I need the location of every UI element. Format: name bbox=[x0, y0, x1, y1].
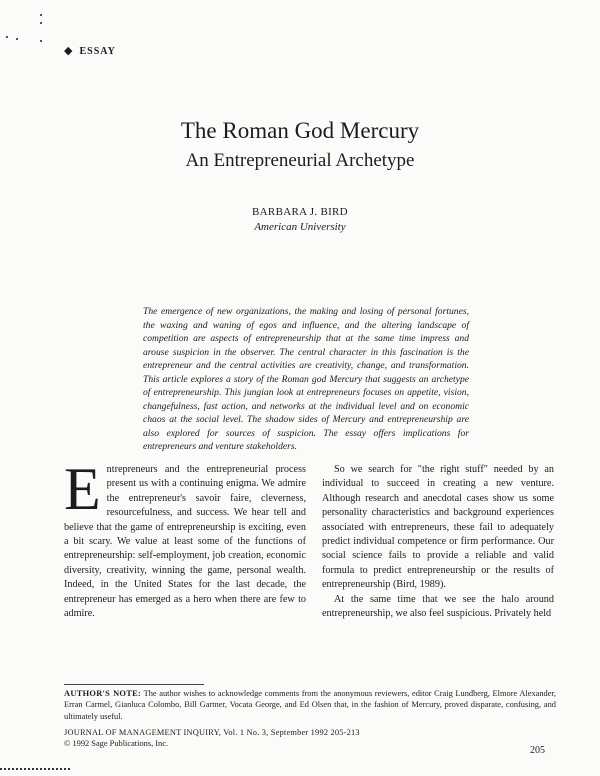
body-paragraph: At the same time that we see the halo around entrepreneurship, we also feel suspicious. Privately held bbox=[322, 593, 554, 620]
article-subtitle: An Entrepreneurial Archetype bbox=[185, 150, 415, 171]
journal-citation bbox=[64, 727, 556, 749]
body-paragraph: ntrepreneurs and the entrepreneurial process present us with a continuing enigma. We admire the entrepreneur's savoir faire, cleverness, resourcefulness, and success. We hear tell and believe that the game of entrepreneurship is exciting, even a bit scary. We value at least some of the functions of entrepreneurship: self-employment, job creation, economic diversity, creativity, winning the game, personal wealth. Indeed, in the United States for the last decade, the entrepreneur has emerged as a hero when there are few to admire. bbox=[64, 464, 306, 620]
author-name: BARBARA J. BIRD bbox=[252, 206, 348, 218]
section-tag bbox=[64, 44, 116, 57]
body-paragraph: So we search for "the right stuff" needed by an individual to succeed in creating a new venture. Although research and anecdotal cases show us some personality characteristics and background experiences associated with entrepreneurs, these fail to adequately predict individual competence or firm performance. Our social science fails to provide a reliable and valid formula to predict entrepreneurship or the results of entrepreneurship (Bird, 1989). bbox=[322, 464, 554, 591]
journal-line: JOURNAL OF MANAGEMENT INQUIRY, Vol. 1 No. 3, September 1992 205-213 bbox=[64, 728, 360, 737]
footnote-rule bbox=[64, 684, 204, 685]
drop-cap: E bbox=[64, 456, 101, 522]
authors-note-label: AUTHOR'S NOTE: bbox=[64, 689, 142, 698]
page-number: 205 bbox=[530, 745, 545, 756]
authors-note-text: The author wishes to acknowledge comments from the anonymous reviewers, editor Craig Lundberg, Elmore Alexander, Erran Carmel, Gianluca Colombo, Bill Gartner, Vocata George, and Ed Olsen that, in the fashion of Mercury, proved disparate, confusing, and ultimately useful. bbox=[64, 689, 556, 721]
diamond-icon: ◆ bbox=[64, 45, 74, 57]
body-column-left bbox=[64, 456, 306, 621]
abstract: The emergence of new organizations, the making and losing of personal fortunes, the waxing and waning of egos and influence, and the altering landscape of competition are aspects of entrepreneurship that at the same time impress and arouse suspicion in the observer. The central character in this fascination is the entrepreneur and the central activities are creativity, change, and transformation. This article explores a story of the Roman god Mercury that suggests an archetype of entrepreneurship. This jungian look at entrepreneurs focuses on appetite, vision, changefulness, fast action, and networks at the individual level and on economic chaos at the social level. The shadow sides of Mercury and entrepreneurship are also explored for sources of suspicion. The essay offers implications for entrepreneurs and venture stakeholders. bbox=[143, 306, 469, 452]
authors-note bbox=[64, 688, 556, 722]
scan-edge-marks bbox=[0, 768, 70, 773]
copyright-line: © 1992 Sage Publications, Inc. bbox=[64, 739, 169, 748]
section-tag-label: ESSAY bbox=[79, 46, 116, 57]
author-affiliation: American University bbox=[254, 221, 346, 233]
body-column-right bbox=[322, 463, 554, 621]
article-title: The Roman God Mercury bbox=[180, 118, 420, 143]
